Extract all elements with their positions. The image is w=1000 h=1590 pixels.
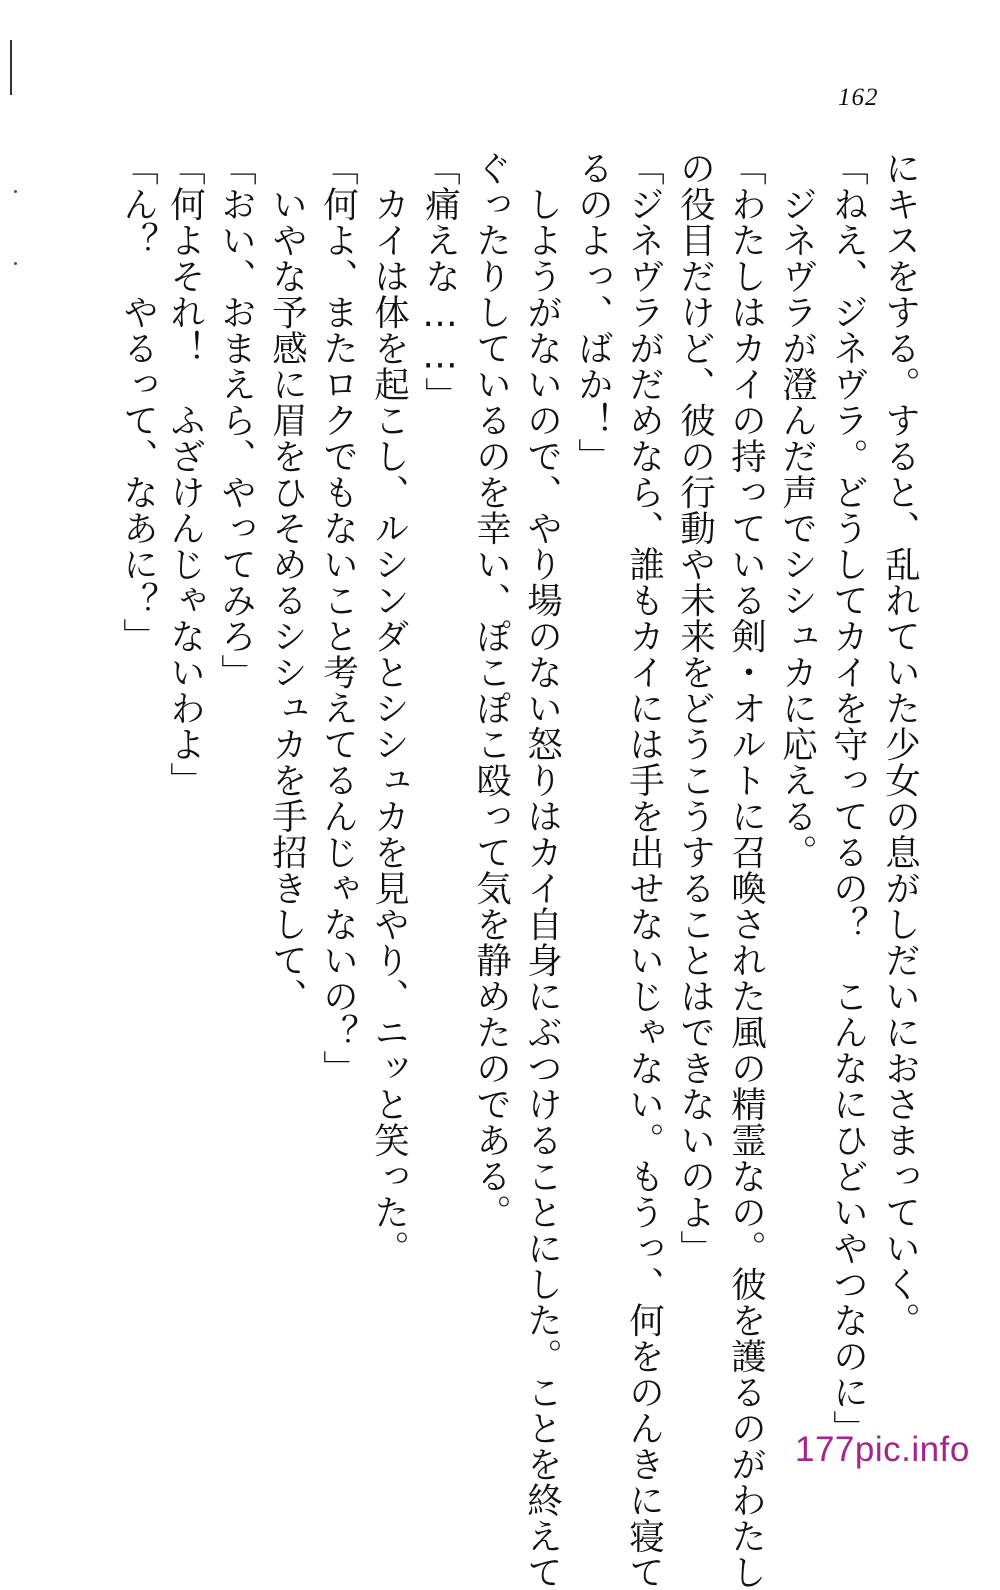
text-line: るのよっ、ばか！」 [572,150,614,474]
text-line: 「おい、おまえら、やってみろ」 [215,150,257,690]
text-line: 「何よ、またロクでもないこと考えてるんじゃないの？」 [317,150,359,1086]
text-line: の役目だけど、彼の行動や未来をどうこうすることはできないのよ」 [674,150,716,1266]
page-number: 162 [838,84,879,111]
text-line: 「何よそれ！ ふざけんじゃないわよ」 [164,150,206,798]
scan-speck [14,262,17,265]
text-line: いやな予感に眉をひそめるシシュカを手招きして、 [266,150,308,1014]
text-line: 「ねえ、ジネヴラ。どうしてカイを守ってるの？ こんなにひどいやつなのに」 [827,150,869,1446]
text-line: 「ん？ やるって、なあに？」 [117,150,159,654]
text-line: にキスをする。すると、乱れていた少女の息がしだいにおさまっていく。 [879,150,921,1338]
text-line: しようがないので、やり場のない怒りはカイ自身にぶつけることにした。ことを終えて [521,150,563,1590]
text-line: カイは体を起こし、ルシンダとシシュカを見やり、ニッと笑った。 [368,150,410,1266]
text-line: 「痛えな……」 [419,150,461,413]
scan-speck [14,190,17,193]
text-line: ジネヴラが澄んだ声でシシュカに応える。 [776,150,818,870]
watermark-text: 177pic.info [795,1430,970,1469]
text-line: ぐったりしているのを幸い、ぽこぽこ殴って気を静めたのである。 [470,150,512,1230]
text-line: 「わたしはカイの持っている剣・オルトに召喚された風の精霊なの。彼を護るのがわたし [725,150,767,1590]
page-edge-mark [10,40,12,95]
text-line: 「ジネヴラがだめなら、誰もカイには手を出せないじゃない。もうっ、何をのんきに寝て [623,150,665,1590]
